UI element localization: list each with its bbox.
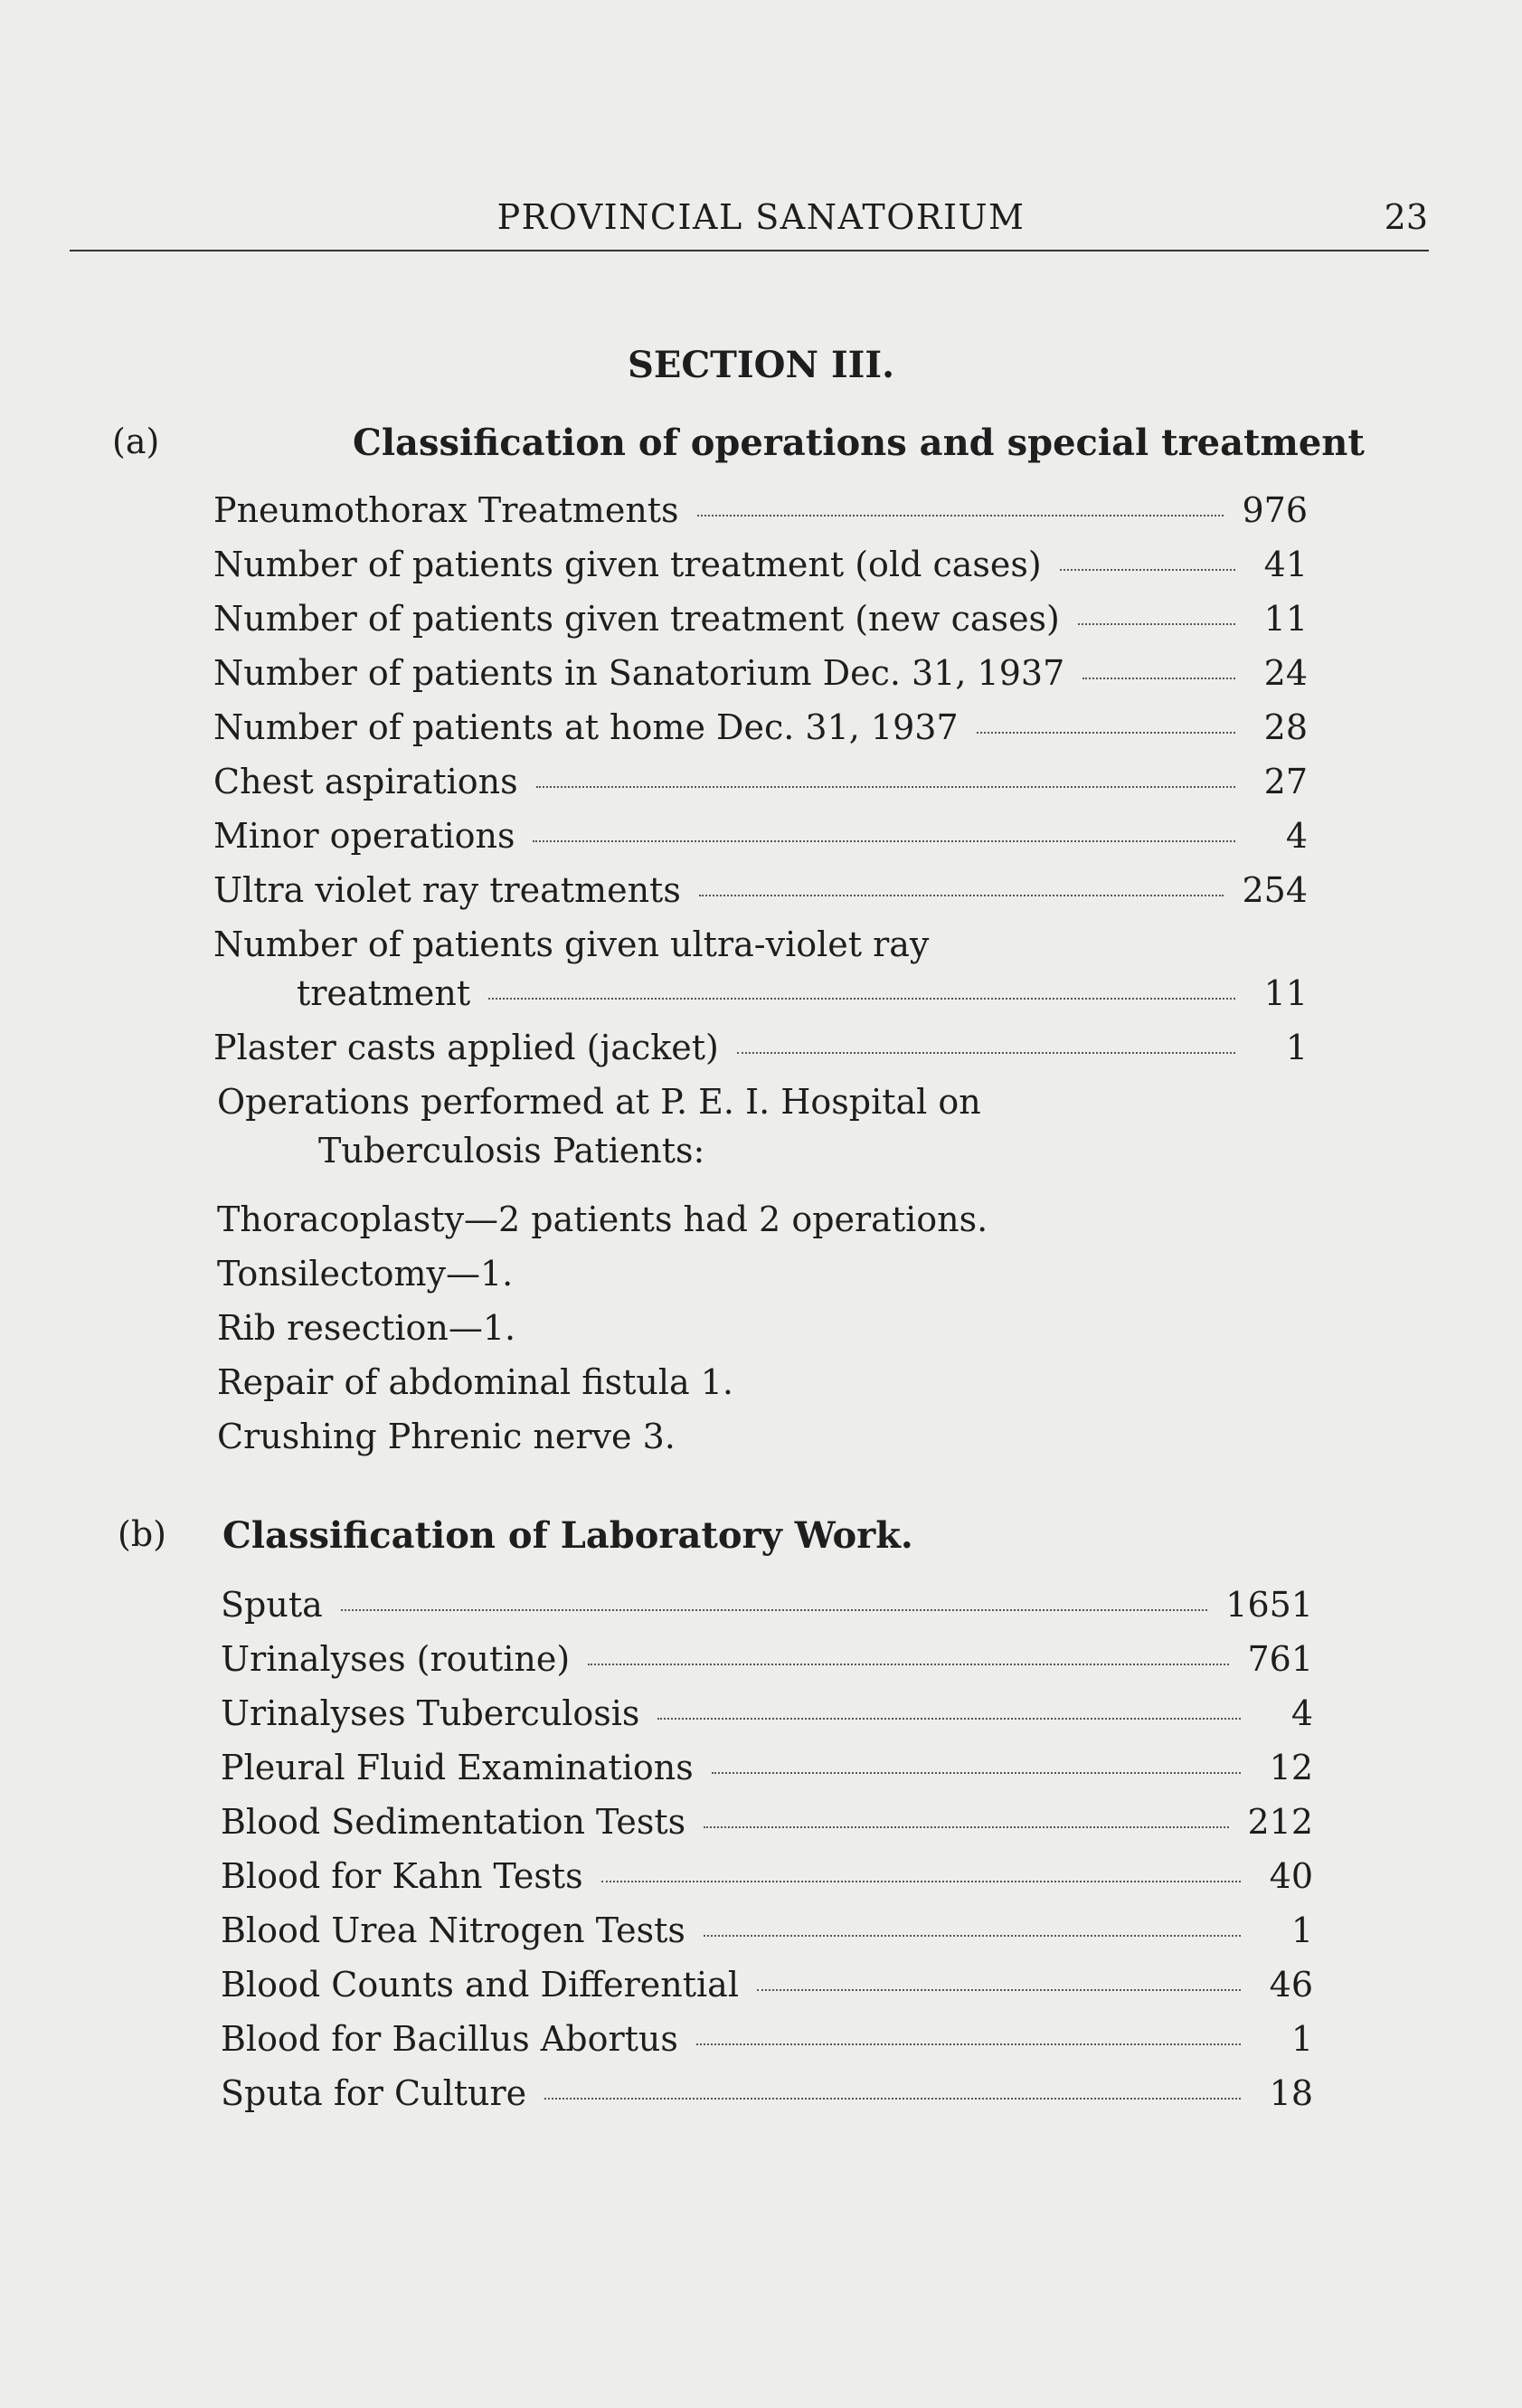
- part-a-marker: (a): [112, 422, 160, 461]
- part-a-heading: Classification of operations and special treatment: [353, 422, 1365, 464]
- item-value: 1: [1285, 1028, 1308, 1067]
- operation-item: Tonsilectomy—1.: [217, 1254, 514, 1294]
- item-label: Chest aspirations: [213, 762, 518, 801]
- dot-leader: [699, 895, 1224, 896]
- item-value: 40: [1269, 1856, 1313, 1896]
- running-header-title: PROVINCIAL SANATORIUM: [496, 197, 1026, 237]
- list-item: [221, 1693, 1313, 1733]
- item-value: 27: [1263, 762, 1308, 801]
- list-item: [297, 973, 1308, 1013]
- item-label: Blood Counts and Differential: [221, 1965, 739, 2005]
- item-value: 976: [1242, 490, 1308, 530]
- dot-leader: [544, 2098, 1241, 2100]
- item-value: 46: [1269, 1965, 1313, 2005]
- item-label: Sputa for Culture: [221, 2073, 527, 2113]
- item-label: Blood for Bacillus Abortus: [221, 2019, 678, 2059]
- item-label: Sputa: [221, 1585, 323, 1625]
- item-value: 1: [1290, 1910, 1313, 1950]
- item-label: Number of patients at home Dec. 31, 1937: [213, 707, 959, 747]
- item-label: Minor operations: [213, 816, 515, 856]
- item-value: 11: [1263, 599, 1308, 639]
- dot-leader: [704, 1935, 1241, 1937]
- dot-leader: [697, 515, 1224, 517]
- item-value: 212: [1247, 1802, 1313, 1842]
- dot-leader: [657, 1718, 1241, 1720]
- list-item: [213, 707, 1308, 747]
- operation-item: Repair of abdominal fistula 1.: [217, 1362, 733, 1402]
- header-rule: [70, 250, 1429, 251]
- list-item: [221, 1802, 1313, 1842]
- dot-leader: [1060, 569, 1235, 571]
- item-value: 18: [1269, 2073, 1313, 2113]
- item-label: Pleural Fluid Examinations: [221, 1748, 694, 1787]
- list-item: [213, 870, 1308, 910]
- list-item: [221, 1585, 1313, 1625]
- dot-leader: [737, 1052, 1235, 1054]
- item-value: 4: [1285, 816, 1308, 856]
- item-value: 24: [1263, 653, 1308, 693]
- dot-leader: [712, 1772, 1241, 1774]
- dot-leader: [488, 998, 1235, 1000]
- list-item: [221, 1910, 1313, 1950]
- item-value: 12: [1269, 1748, 1313, 1787]
- item-label: Ultra violet ray treatments: [213, 870, 681, 910]
- item-value: 41: [1263, 545, 1308, 584]
- list-item: [213, 490, 1308, 530]
- item-label: Blood Sedimentation Tests: [221, 1802, 686, 1842]
- dot-leader: [704, 1826, 1229, 1828]
- item-value: 4: [1290, 1693, 1313, 1733]
- item-label: Number of patients given treatment (new cases): [213, 599, 1060, 639]
- list-item: [221, 2073, 1313, 2113]
- list-item: [213, 545, 1308, 584]
- list-item: [221, 2019, 1313, 2059]
- item-value: 1: [1290, 2019, 1313, 2059]
- item-label: Urinalyses (routine): [221, 1639, 571, 1679]
- list-item: [221, 1748, 1313, 1787]
- part-b-heading: Classification of Laboratory Work.: [222, 1514, 913, 1557]
- item-label: Plaster casts applied (jacket): [213, 1028, 719, 1067]
- item-value: 11: [1263, 973, 1308, 1013]
- item-value: 1651: [1225, 1585, 1313, 1625]
- dot-leader: [696, 2043, 1241, 2045]
- dot-leader: [1078, 623, 1235, 625]
- item-value: 254: [1242, 870, 1308, 910]
- dot-leader: [533, 840, 1235, 842]
- dot-leader: [536, 786, 1235, 788]
- dot-leader: [977, 732, 1235, 734]
- uv-patients-line1: Number of patients given ultra-violet ray: [213, 924, 930, 964]
- section-title: SECTION III.: [627, 344, 895, 386]
- list-item: [221, 1965, 1313, 2005]
- operations-intro-line1: Operations performed at P. E. I. Hospital on: [217, 1082, 981, 1122]
- list-item: [213, 653, 1308, 693]
- list-item: [213, 1028, 1308, 1067]
- list-item: [221, 1856, 1313, 1896]
- dot-leader: [341, 1609, 1208, 1611]
- item-value: 28: [1263, 707, 1308, 747]
- item-label: Blood Urea Nitrogen Tests: [221, 1910, 685, 1950]
- item-value: 761: [1247, 1639, 1313, 1679]
- item-label: Urinalyses Tuberculosis: [221, 1693, 640, 1733]
- item-label: treatment: [297, 973, 471, 1013]
- item-label: Number of patients in Sanatorium Dec. 31, 1937: [213, 653, 1065, 693]
- dot-leader: [1082, 678, 1235, 679]
- dot-leader: [601, 1881, 1241, 1882]
- list-item: [221, 1639, 1313, 1679]
- operation-item: Crushing Phrenic nerve 3.: [217, 1417, 676, 1456]
- item-label: Pneumothorax Treatments: [213, 490, 679, 530]
- item-label: Blood for Kahn Tests: [221, 1856, 583, 1896]
- dot-leader: [588, 1664, 1229, 1665]
- part-b-marker: (b): [118, 1514, 166, 1554]
- list-item: [213, 762, 1308, 801]
- list-item: [213, 816, 1308, 856]
- operation-item: Thoracoplasty—2 patients had 2 operations.: [217, 1199, 988, 1239]
- operation-item: Rib resection—1.: [217, 1308, 516, 1348]
- page-number: 23: [1384, 197, 1428, 237]
- dot-leader: [757, 1989, 1241, 1991]
- operations-intro-line2: Tuberculosis Patients:: [318, 1131, 705, 1171]
- item-label: Number of patients given treatment (old cases): [213, 545, 1042, 584]
- list-item: [213, 599, 1308, 639]
